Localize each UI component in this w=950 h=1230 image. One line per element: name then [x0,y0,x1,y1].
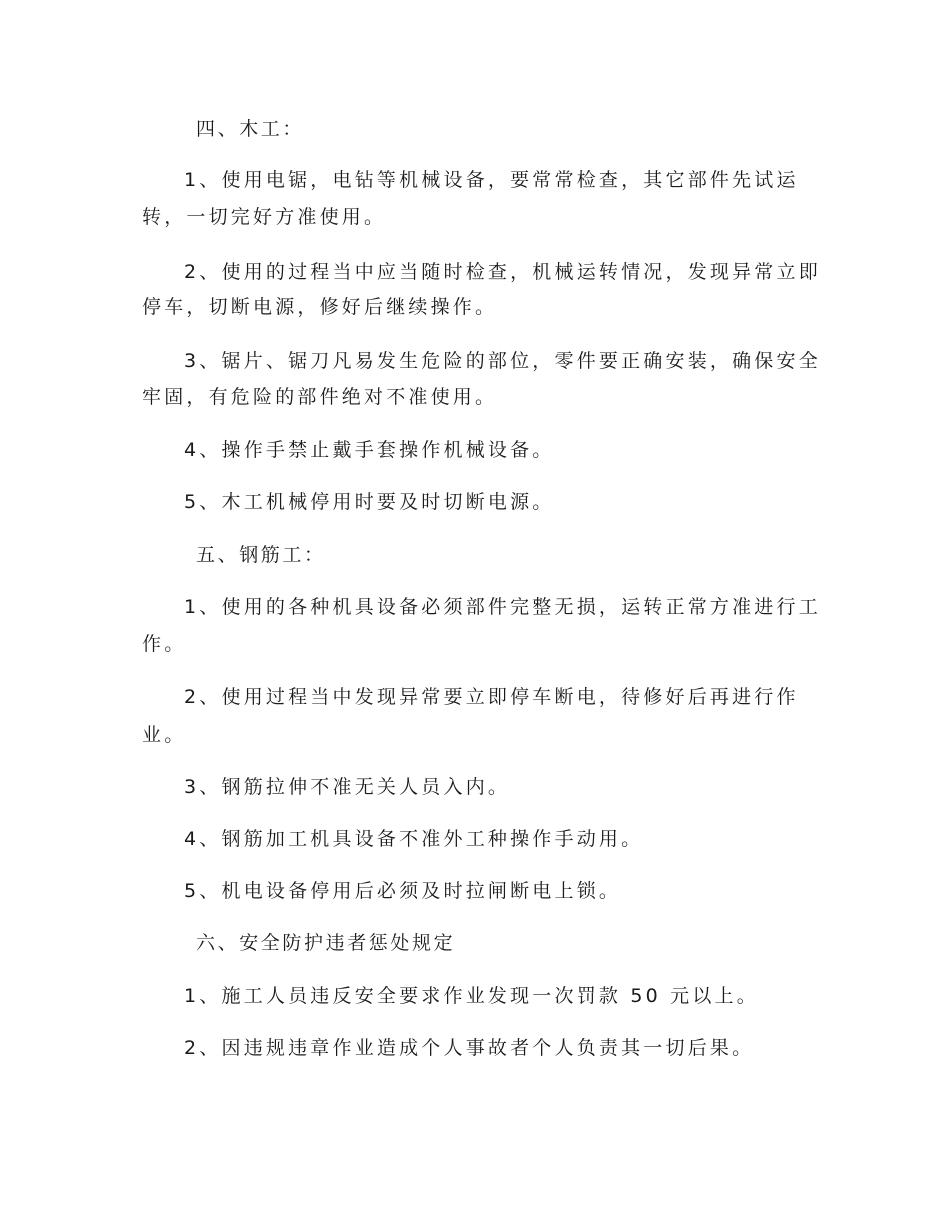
rebar-item-3: 3、钢筋拉伸不准无关人员入内。 [184,776,511,798]
section-heading-penalty: 六、安全防护违者惩处规定 [196,932,456,954]
carpentry-item-3-line-1: 3、锯片、锯刀凡易发生危险的部位，零件要正确安装，确保安全 [184,350,821,372]
carpentry-item-2-line-2: 停车，切断电源，修好后继续操作。 [142,296,498,318]
section-heading-carpentry: 四、木工： [196,118,305,140]
rebar-item-1-line-1: 1、使用的各种机具设备必须部件完整无损，运转正常方准进行工 [184,596,821,618]
rebar-item-1-line-2: 作。 [142,633,187,655]
carpentry-item-2-line-1: 2、使用的过程当中应当随时检查，机械运转情况，发现异常立即 [184,261,821,283]
rebar-item-5: 5、机电设备停用后必须及时拉闸断电上锁。 [184,880,622,902]
penalty-item-2: 2、因违规违章作业造成个人事故者个人负责其一切后果。 [184,1037,755,1059]
rebar-item-2-line-1: 2、使用过程当中发现异常要立即停车断电，待修好后再进行作 [184,686,799,708]
section-heading-rebar: 五、钢筋工： [196,544,326,566]
rebar-item-2-line-2: 业。 [142,724,187,746]
carpentry-item-4: 4、操作手禁止戴手套操作机械设备。 [184,439,555,461]
carpentry-item-1-line-1: 1、使用电锯，电钻等机械设备，要常常检查，其它部件先试运 [184,169,799,191]
carpentry-item-5: 5、木工机械停用时要及时切断电源。 [184,491,555,513]
carpentry-item-3-line-2: 牢固，有危险的部件绝对不准使用。 [142,386,498,408]
rebar-item-4: 4、钢筋加工机具设备不准外工种操作手动用。 [184,828,644,850]
carpentry-item-1-line-2: 转，一切完好方准使用。 [142,206,387,228]
penalty-item-1: 1、施工人员违反安全要求作业发现一次罚款 50 元以上。 [184,985,759,1007]
